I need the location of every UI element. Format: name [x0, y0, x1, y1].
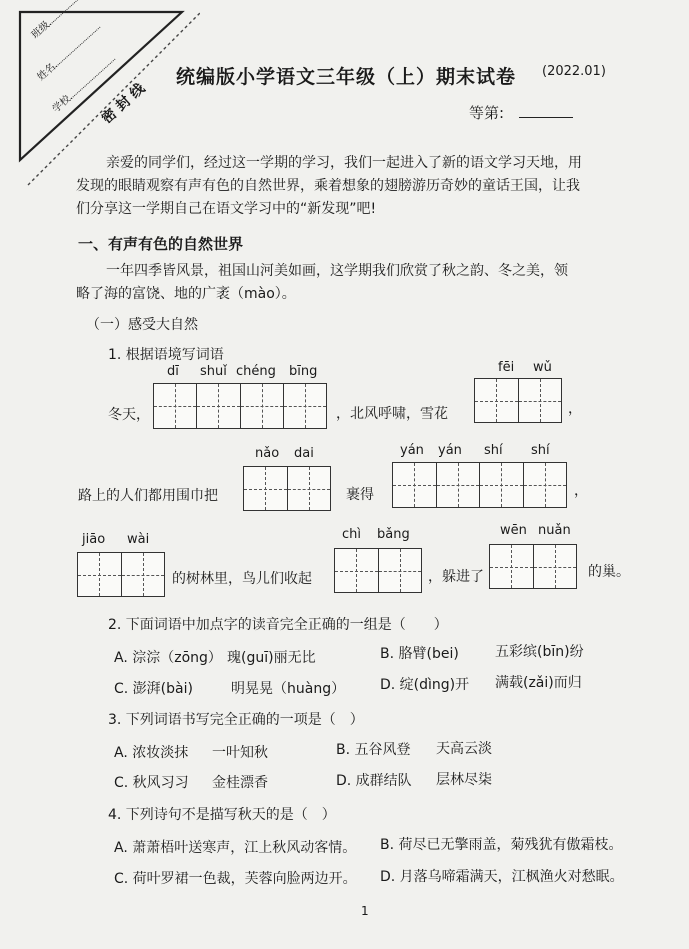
q4-option-b[interactable]: B. 荷尽已无擎雨盖，菊残犹有傲霜枝。 — [380, 837, 623, 853]
pinyin: wēn — [500, 523, 527, 538]
seal-line-label: 密 封 线 — [99, 80, 149, 128]
writing-grid-4[interactable] — [153, 383, 327, 429]
q3-option-a[interactable]: A. 浓妆淡抹 — [114, 745, 189, 761]
pinyin: jiāo — [82, 532, 106, 547]
grade-blank[interactable] — [519, 117, 573, 118]
writing-grid-2[interactable] — [474, 378, 562, 423]
grid-cell[interactable] — [379, 549, 422, 592]
intro-line-3: 们分享这一学期自己在语文学习中的“新发现”吧! — [76, 201, 377, 217]
pinyin: yán — [400, 443, 424, 458]
q2-option-a[interactable]: A. 淙淙（zōng） — [114, 650, 222, 666]
pinyin: wǔ — [533, 360, 552, 375]
q3-option-d-word2: 层林尽柒 — [436, 772, 492, 788]
q2-option-c-word2: 明晃晃（huàng） — [231, 681, 346, 697]
grid-cell[interactable] — [519, 379, 562, 422]
pinyin: dai — [294, 446, 314, 461]
pinyin: nǎo — [255, 446, 280, 461]
binding-field-name: 姓名 — [33, 18, 102, 83]
pinyin: wài — [127, 532, 150, 547]
pinyin: bǎng — [377, 527, 410, 542]
q1-row3-mid1: 的树林里，鸟儿们收起 — [172, 571, 312, 587]
q1-row1-pre: 冬天， — [108, 407, 150, 423]
pinyin: nuǎn — [538, 523, 571, 538]
q3-option-b-word2: 天高云淡 — [436, 741, 492, 757]
exam-title: 统编版小学语文三年级（上）期末试卷 — [176, 66, 517, 88]
grid-cell[interactable] — [437, 463, 481, 507]
q3-option-a-word2: 一叶知秋 — [212, 745, 268, 761]
grid-cell[interactable] — [284, 384, 326, 428]
pinyin: dī — [167, 364, 179, 379]
writing-grid-2[interactable] — [243, 466, 331, 511]
grid-cell[interactable] — [122, 553, 165, 596]
q2-label: 2. 下面词语中加点字的读音完全正确的一组是（ ） — [108, 617, 448, 633]
intro-line-1: 亲爱的同学们，经过这一学期的学习，我们一起进入了新的语文学习天地，用 — [106, 155, 582, 171]
q4-label: 4. 下列诗句不是描写秋天的是（ ） — [108, 807, 336, 823]
section-1-para-line-1: 一年四季皆风景，祖国山河美如画，这学期我们欣赏了秋之韵、冬之美，领 — [106, 263, 568, 279]
q2-option-d[interactable]: D. 绽(dìng)开 — [380, 677, 470, 693]
pinyin: yán — [438, 443, 462, 458]
sub-heading-1: （一）感受大自然 — [86, 317, 198, 333]
exam-date: (2022.01) — [542, 64, 606, 79]
q3-option-b[interactable]: B. 五谷风登 — [336, 742, 411, 758]
q3-option-c[interactable]: C. 秋风习习 — [114, 775, 189, 791]
binding-field-class: 班级 — [27, 0, 96, 41]
grid-cell[interactable] — [197, 384, 240, 428]
q2-option-b-word2: 五彩缤(bīn)纷 — [495, 644, 584, 660]
pinyin: chì — [342, 527, 361, 542]
q1-row1-mid: ，北风呼啸，雪花 — [336, 406, 448, 422]
pinyin: bīng — [289, 364, 318, 379]
q4-option-c[interactable]: C. 荷叶罗裙一色裁，芙蓉向脸两边开。 — [114, 871, 357, 887]
pinyin: shí — [484, 443, 503, 458]
grid-cell[interactable] — [244, 467, 288, 510]
page-number: 1 — [361, 904, 369, 918]
grid-cell[interactable] — [288, 467, 331, 510]
writing-grid-2[interactable] — [489, 544, 577, 589]
grade-label: 等第: — [469, 104, 505, 122]
pinyin: fēi — [498, 360, 515, 375]
pinyin: shuǐ — [200, 364, 227, 379]
grid-cell[interactable] — [335, 549, 379, 592]
grid-cell[interactable] — [480, 463, 524, 507]
writing-grid-2[interactable] — [334, 548, 422, 593]
q1-row2-mid: 裹得 — [346, 487, 374, 503]
q1-row3-end: 的巢。 — [588, 564, 630, 580]
q2-option-a-word2: 瑰(guī)丽无比 — [227, 650, 316, 666]
q2-option-c[interactable]: C. 澎湃(bài) — [114, 681, 193, 697]
q3-option-d[interactable]: D. 成群结队 — [336, 773, 412, 789]
q4-option-a[interactable]: A. 萧萧梧叶送寒声，江上秋风动客情。 — [114, 840, 357, 856]
q3-label: 3. 下列词语书写完全正确的一项是（ ） — [108, 712, 364, 728]
binding-field-school: 学校 — [48, 50, 117, 115]
grid-cell[interactable] — [490, 545, 534, 588]
grid-cell[interactable] — [78, 553, 122, 596]
grid-cell[interactable] — [241, 384, 284, 428]
writing-grid-4[interactable] — [392, 462, 567, 508]
q4-option-d[interactable]: D. 月落乌啼霜满天，江枫渔火对愁眠。 — [380, 869, 624, 885]
grid-cell[interactable] — [154, 384, 197, 428]
q2-option-d-word2: 满载(zǎi)而归 — [495, 675, 582, 691]
q1-row3-mid2: ，躲进了 — [428, 569, 484, 585]
q3-option-c-word2: 金桂漂香 — [212, 775, 268, 791]
section-1-para-line-2: 略了海的富饶、地的广袤（mào）。 — [76, 286, 296, 302]
writing-grid-2[interactable] — [77, 552, 165, 597]
grid-cell[interactable] — [534, 545, 577, 588]
q2-option-b[interactable]: B. 胳臂(bei) — [380, 646, 459, 662]
q1-label: 1. 根据语境写词语 — [108, 347, 224, 363]
q1-row2-pre: 路上的人们都用围巾把 — [78, 488, 218, 504]
q1-row2-end: ， — [574, 483, 588, 499]
grid-cell[interactable] — [524, 463, 567, 507]
section-1-heading: 一、有声有色的自然世界 — [78, 235, 244, 253]
grid-cell[interactable] — [393, 463, 437, 507]
pinyin: shí — [531, 443, 550, 458]
q1-row1-end: ， — [568, 401, 582, 417]
grid-cell[interactable] — [475, 379, 519, 422]
pinyin: chéng — [236, 364, 276, 379]
intro-line-2: 发现的眼睛观察有声有色的自然世界，乘着想象的翅膀游历奇妙的童话王国，让我 — [76, 178, 580, 194]
